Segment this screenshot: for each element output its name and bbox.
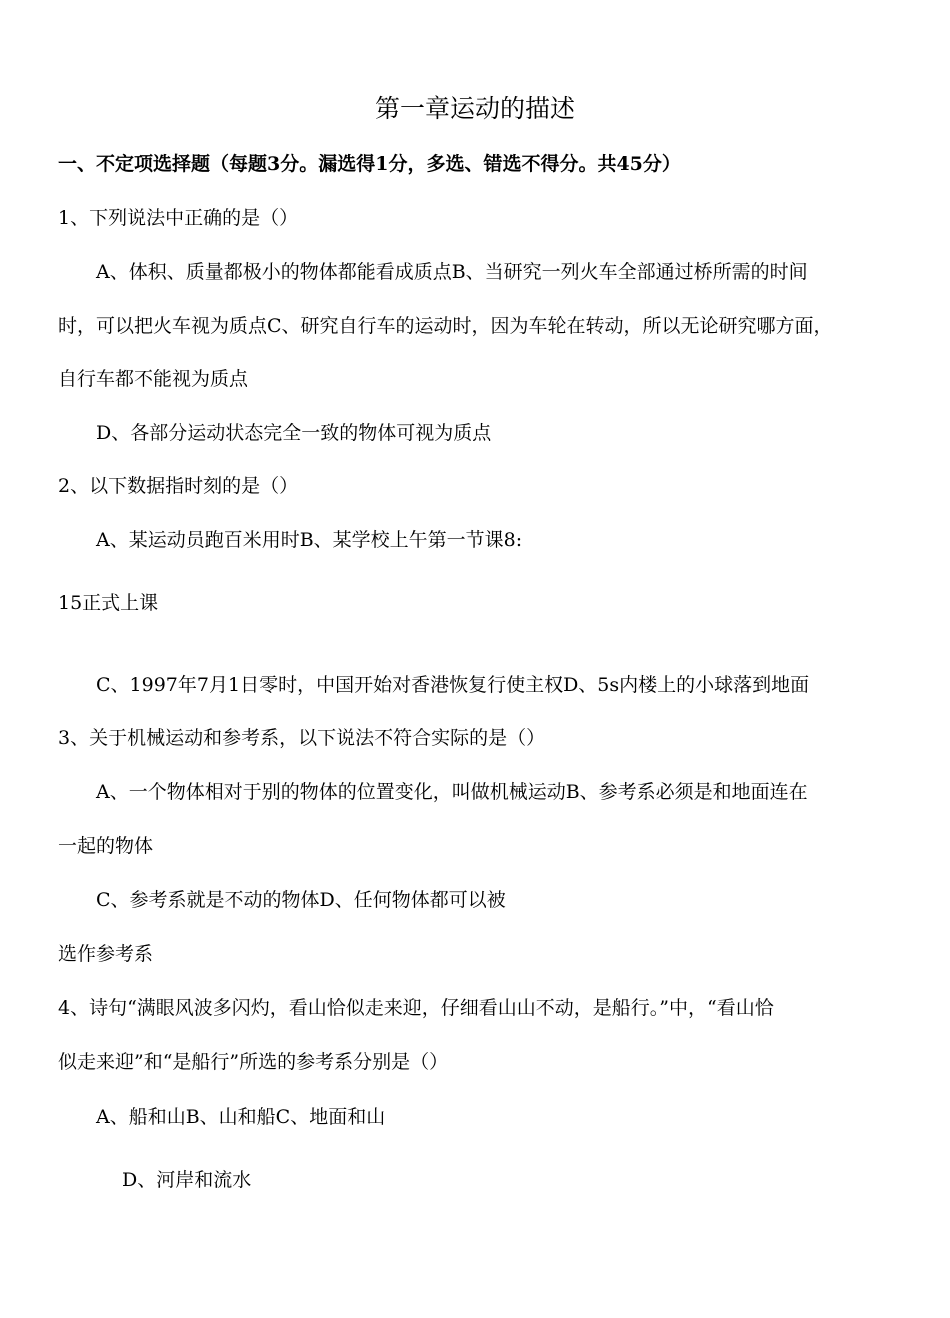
question-3-options-line-3: C、参考系就是不动的物体D、任何物体都可以被 — [96, 889, 506, 911]
question-3-stem: 3、关于机械运动和参考系，以下说法不符合实际的是（） — [58, 727, 546, 749]
question-2-stem: 2、以下数据指时刻的是（） — [58, 475, 299, 497]
question-4-stem-line-1: 4、诗句“满眼风波多闪灼，看山恰似走来迎，仔细看山山不动，是船行。”中，“看山恰 — [58, 997, 774, 1019]
question-1-options-line-2: 时，可以把火车视为质点C、研究自行车的运动时，因为车轮在转动，所以无论研究哪方面， — [58, 315, 833, 337]
page-title: 第一章运动的描述 — [374, 94, 575, 123]
question-4-option-d: D、河岸和流水 — [122, 1169, 252, 1191]
question-4-options-line-1: A、船和山B、山和船C、地面和山 — [96, 1106, 386, 1128]
question-3-options-line-4: 选作参考系 — [58, 943, 154, 965]
question-3-options-line-2: 一起的物体 — [58, 835, 154, 857]
section-heading: 一、不定项选择题（每题3分。漏选得1分，多选、错选不得分。共45分） — [58, 153, 681, 175]
question-1-stem: 1、下列说法中正确的是（） — [58, 207, 299, 229]
question-1-options-line-1: A、体积、质量都极小的物体都能看成质点B、当研究一列火车全部通过桥所需的时间 — [96, 261, 808, 283]
question-3-options-line-1: A、一个物体相对于别的物体的位置变化，叫做机械运动B、参考系必须是和地面连在 — [96, 781, 808, 803]
question-2-options-line-3: C、1997年7月1日零时，中国开始对香港恢复行使主权D、5s内楼上的小球落到地面 — [96, 674, 810, 696]
question-1-option-d: D、各部分运动状态完全一致的物体可视为质点 — [96, 422, 492, 444]
question-4-stem-line-2: 似走来迎”和“是船行”所选的参考系分别是（） — [58, 1051, 449, 1073]
question-2-options-line-1: A、某运动员跑百米用时B、某学校上午第一节课8: — [96, 529, 523, 551]
question-1-options-line-3: 自行车都不能视为质点 — [58, 368, 249, 390]
question-2-options-line-2: 15正式上课 — [58, 592, 159, 614]
